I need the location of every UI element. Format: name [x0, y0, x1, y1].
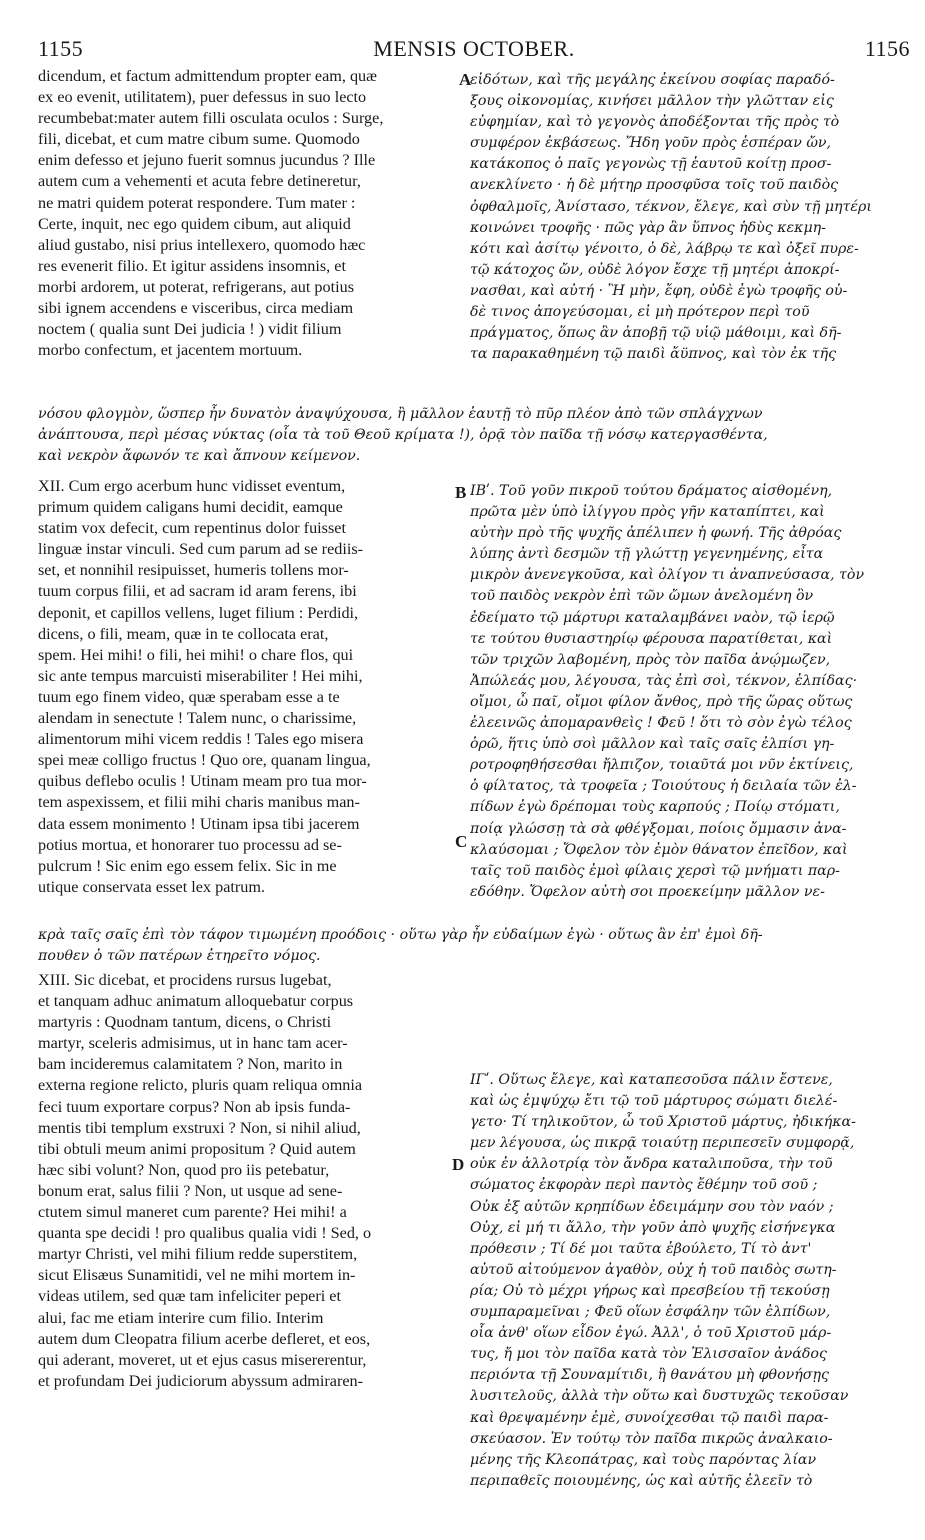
text-line: quibus deflebo oculis ! Utinam meam pro tua mor- [38, 772, 367, 791]
text-line: ποίᾳ γλώσσῃ τὰ σὰ φθέγξομαι, ποίοις ὄμμασιν ἀνα- [470, 820, 847, 837]
text-line: spei meæ colligo fructus ! Quo ore, quanam lingua, [38, 751, 371, 770]
text-line: οἴμοι, ὦ παῖ, οἴμοι φίλον ἄνθος, πρὸ τῆς ὥρας οὕτως [470, 693, 853, 710]
text-line: qui aderant, moveret, ut et ejus casus misererentur, [38, 1350, 367, 1369]
text-line: λύπης ἀντὶ δεσμῶν τῇ γλώττῃ γεγενημένης, εἶτα [470, 546, 824, 563]
text-line: συμφέρον ἐκβάσεως. Ἤδη γοῦν πρὸς ἑσπέραν ὤν, [470, 135, 832, 152]
text-line: statim vox defecit, cum repentinus dolor fuisset [38, 519, 346, 538]
text-line: ctutem simul maneret cum parente? Hei mihi! a [38, 1203, 347, 1222]
text-line: dicendum, et factum admittendum propter eam, quæ [38, 67, 377, 85]
text-line: μικρὸν ἀνενεγκοῦσα, καὶ ὀλίγον τι ἀναπνεύσασα, τὸν [470, 567, 865, 584]
text-line: συμπαραμεῖναι ; Φεῦ οἵων ἐσφάλην τῶν ἐλπίδων, [470, 1304, 831, 1321]
text-line: hæc sibi volunt? Non, quod pro iis petebatur, [38, 1160, 330, 1179]
text-line: περιπαθεῖς ποιουμένης, ὡς καὶ αὐτῆς ἐλεεῖν τὸ [470, 1472, 813, 1489]
latin-column-1 [38, 66, 456, 361]
text-line: fili, dicebat, et cum matre cibum sume. Quomodo [38, 130, 360, 149]
text-line: deponit, et capillos vellens, luget filium : Perdidi, [38, 603, 359, 622]
text-line: ἐδείματο τῷ μάρτυρι καταλαμβάνει ναὸν, τῷ ἱερῷ [470, 609, 835, 626]
text-line: ἐλεεινῶς ἀπομαρανθεὶς ! Φεῦ ! ὅτι τὸ σὸν ἐγὼ τέλος [470, 715, 852, 732]
text-line: alendam in senectute ! Talem nunc, o charissime, [38, 709, 357, 728]
text-line: ex eo evenit, utilitatem), puer defessus in suo lecto [38, 88, 367, 107]
text-line: κατάκοπος ὁ παῖς γεγονὼς τῇ ἑαυτοῦ κοίτῃ προσ- [470, 156, 832, 173]
text-line: καὶ ὡς ἐμψύχῳ ἔτι τῷ τοῦ μάρτυρος σώματι διελέ- [470, 1093, 838, 1110]
latin-column-3 [38, 970, 456, 1392]
text-line: spem. Hei mihi! o fili, hei mihi! o chare flos, qui [38, 645, 354, 664]
text-line: tem aspexissem, et filii mihi charis manibus man- [38, 793, 360, 812]
text-line: noctem ( qualia sunt Dei judicia ! ) vidit filium [38, 320, 342, 339]
text-line: aliud gustabo, nisi prius intellexero, quomodo hæc [38, 235, 366, 254]
text-line: Οὐκ ἐξ αὐτῶν κρηπίδων ἐδειμάμην σου τὸν ναόν ; [470, 1198, 834, 1215]
text-line: XII. Cum ergo acerbum hunc vidisset eventum, [38, 477, 346, 495]
text-line: καὶ νεκρὸν ἄφωνόν τε καὶ ἄπνουν κείμενον. [38, 448, 361, 464]
margin-marker-d: D [452, 1155, 465, 1174]
text-line: σκεύασον. Ἐν τούτῳ τὸν παῖδα πικρῶς ἀναλκαιο- [470, 1430, 833, 1447]
running-title: MENSIS OCTOBER. [373, 36, 575, 61]
text-line: τῶν τριχῶν λαβομένη, πρὸς τὸν παῖδα ἀνῴμωζεν, [470, 651, 831, 668]
text-line: πρόθεσιν ; Τί δέ μοι ταῦτα ἐβούλετο, Τί τὸ ἀντ' [470, 1240, 812, 1257]
text-line: νασθαι, καὶ αὐτή · Ἢ μὴν, ἔφη, οὐδὲ ἐγὼ τροφῆς οὐ- [470, 282, 848, 299]
text-line: ὁ φίλτατος, τὰ τροφεῖα ; Τοιούτους ἡ δειλαία τῶν ἐλ- [470, 778, 857, 795]
text-line: περιόντα τῇ Σουναμίτιδι, ἢ θανάτου μὴ φθονήσῃς [470, 1367, 829, 1384]
text-line: ΙΓʹ. Οὕτως ἔλεγε, καὶ καταπεσοῦσα πάλιν ἔστενε, [470, 1072, 833, 1088]
text-line: κρὰ ταῖς σαῖς ἐπὶ τὸν τάφον τιμωμένη προόδοις · οὕτω γὰρ ἦν εὐδαίμων ἐγὼ · οὕτως ἂν ἐπ' ἐμοὶ δῆ- [38, 927, 763, 943]
greek-column-2 [470, 481, 908, 903]
text-line: κοινώνει τροφῆς · πῶς γὰρ ἂν ὕπνος ἡδὺς κεκμη- [470, 219, 826, 236]
text-line: μένης τῆς Κλεοπάτρας, καὶ τοὺς παρόντας λίαν [470, 1451, 817, 1468]
text-line: πουθεν ὁ τῶν πατέρων ἐτηρεῖτο νόμος. [38, 948, 321, 964]
text-line: μεν λέγουσα, ὡς πικρᾷ τοιαύτῃ περιπεσεῖν συμφορᾷ, [470, 1135, 855, 1152]
text-line: pulcrum ! Sic enim ego essem felix. Sic in me [38, 856, 337, 875]
text-line: autem cum a vehementi et acuta febre detineretur, [38, 172, 361, 191]
text-line: enim defesso et jejuno fuerit somnus jucundus ? Ille [38, 151, 376, 170]
page-header [38, 36, 910, 66]
text-line: et profundam Dei judiciorum abyssum admiraren- [38, 1371, 364, 1390]
text-line: utique conservata esset lex patrum. [38, 877, 265, 896]
text-line: πράγματος, ὅπως ἂν ἀποβῇ τῷ υἱῷ μάθοιμι, καὶ δῆ- [470, 325, 842, 342]
text-line: martyr, sceleris admisimus, ut in hanc tam acer- [38, 1034, 348, 1053]
text-line: res evenerit filio. Et igitur assidens insomnis, et [38, 256, 346, 275]
latin-column-2 [38, 476, 456, 898]
text-line: ἀνάπτουσα, περὶ μέσας νύκτας (οἷα τὰ τοῦ Θεοῦ κρίματα !), ὁρᾷ τὸν παῖδα τῇ νόσῳ κατεργασθέντα, [38, 427, 768, 443]
text-line: ΙΒʹ. Τοῦ γοῦν πικροῦ τούτου δράματος αἰσθομένη, [470, 483, 833, 499]
text-line: τυς, ἤ μοι τὸν παῖδα κατὰ τὸν Ἐλισσαῖον ἀνάδος [470, 1346, 827, 1363]
text-line: primum quidem caligans humi decidit, eamque [38, 498, 343, 517]
text-line: Certe, inquit, nec ego quidem cibum, aut aliquid [38, 214, 351, 233]
text-line: εὐφημίαν, καὶ τὸ γεγονὸς ἀποδέξονται τῆς πρὸς τὸ [470, 114, 840, 131]
text-line: ὁρῶ, ἥτις ὑπὸ σοὶ μᾶλλον καὶ ταῖς σαῖς ἐλπίσι γη- [470, 736, 835, 753]
text-line: κλαύσομαι ; Ὄφελον τὸν ἐμὸν θάνατον ἐπεῖδον, καὶ [470, 841, 848, 858]
text-line: dicens, o fili, meam, quæ in te collocata erat, [38, 624, 329, 643]
text-line: autem dum Cleopatra filium acerbe defleret, et eos, [38, 1329, 371, 1348]
text-line: ξους οἰκονομίας, κινήσει μᾶλλον τὴν γλῶτταν εἰς [470, 93, 834, 110]
greek-column-1 [470, 70, 908, 365]
text-line: πίδων ἐγὼ δρέπομαι τοὺς καρπούς ; Ποίῳ στόματι, [470, 799, 840, 816]
text-line: tuum corpus filii, et ad sacram id aram ferens, ibi [38, 582, 357, 601]
text-line: ανεκλίνετο · ἡ δὲ μήτηρ προσφῦσα τοῖς τοῦ παιδὸς [470, 177, 839, 194]
margin-marker-a: A [459, 70, 472, 89]
text-line: τῷ κάτοχος ὤν, οὐδὲ λόγον ἔσχε τῇ μητέρι ἀποκρί- [470, 261, 840, 278]
text-line: sic ante tempus marcuisti miserabiliter ! Hei mihi, [38, 666, 363, 685]
text-line: νόσου φλογμὸν, ὥσπερ ἦν δυνατὸν ἀναψύχουσα, ἢ μᾶλλον ἑαυτῇ τὸ πῦρ πλέον ἀπὸ τῶν σπλάγχνων [38, 406, 763, 422]
text-line: Οὐχ, εἰ μή τι ἄλλο, τὴν γοῦν ἀπὸ ψυχῆς εἰσήνεγκα [470, 1219, 836, 1236]
page-number-left: 1155 [38, 36, 84, 61]
text-line: feci tuum exportare corpus? Non ab ipsis funda- [38, 1097, 351, 1116]
text-line: data essem monimento ! Utinam ipsa tibi jacerem [38, 814, 360, 833]
text-line: recumbebat:mater autem filli osculata oculos : Surge, [38, 109, 384, 128]
text-line: τα παρακαθημένη τῷ παιδὶ ἄϋπνος, καὶ τὸν ἐκ τῆς [470, 346, 837, 363]
text-line: εἰδότων, καὶ τῆς μεγάλης ἐκείνου σοφίας παραδό- [470, 72, 835, 88]
text-line: κότι καὶ ἀσίτῳ γένοιτο, ὁ δὲ, λάβρῳ τε καὶ ὀξεῖ πυρε- [470, 240, 859, 257]
text-line: alui, fac me etiam interire cum filio. Interim [38, 1308, 324, 1327]
text-line: martyr Christi, vel mihi filium redde superstitem, [38, 1245, 358, 1264]
text-line: αὐτοῦ αἰτούμενον ἀγαθὸν, οὐχ ἡ τοῦ παιδὸς σωτη- [470, 1261, 837, 1278]
text-line: videas utilem, sed quæ tam infeliciter peperi et [38, 1287, 341, 1306]
text-line: morbi ardorem, ut poterat, refrigerans, aut potius [38, 277, 355, 296]
greek-fullwidth-1 [38, 404, 910, 467]
text-line: λυσιτελοῦς, ἀλλὰ τὴν οὕτω καὶ δυστυχῶς τεκοῦσαν [470, 1388, 849, 1405]
greek-fullwidth-2 [38, 925, 910, 967]
text-line: XIII. Sic dicebat, et procidens rursus lugebat, [38, 971, 332, 989]
greek-column-3 [470, 1070, 908, 1492]
text-line: οὐκ ἐν ἀλλοτρίᾳ τὸν ἄνδρα καταλιποῦσα, τὴν τοῦ [470, 1156, 833, 1173]
text-line: τε τούτου θυσιαστηρίῳ φέρουσα παρατίθεται, καὶ [470, 630, 833, 647]
text-line: ne matri quidem poterat respondere. Tum mater : [38, 193, 356, 212]
text-line: tuum ego finem video, quæ sperabam esse a te [38, 687, 340, 706]
text-line: εδόθην. Ὄφελον αὐτὴ σοι προεκείμην μᾶλλον νε- [470, 883, 825, 900]
text-line: γετο· Τί τηλικοῦτον, ὦ τοῦ Χριστοῦ μάρτυς, ἠδικήκα- [470, 1114, 856, 1131]
text-line: καὶ θρεψαμένην ἐμὲ, συνοίχεσθαι τῷ παιδὶ παρα- [470, 1409, 829, 1426]
text-line: et tanquam adhuc animatum alloquebatur corpus [38, 992, 354, 1011]
margin-marker-c: C [455, 832, 468, 851]
text-line: sibi ignem accendens e visceribus, circa mediam [38, 299, 354, 318]
margin-marker-b: B [455, 483, 467, 502]
text-line: ταῖς τοῦ παιδὸς ἐμοὶ φίλαις χερσὶ τῷ μνήματι παρ- [470, 862, 840, 879]
text-line: πρῶτα μὲν ὑπὸ ἰλίγγου πρὸς γῆν καταπίπτει, καὶ [470, 504, 825, 521]
text-line: potius mortua, et honorarer tuo processu ad se- [38, 835, 342, 854]
text-line: Ἀπώλεάς μου, λέγουσα, τὰς ἐπὶ σοὶ, τέκνον, ἐλπίδας· [470, 672, 858, 689]
text-line: martyris : Quodnam tantum, dicens, o Christi [38, 1013, 332, 1032]
text-line: δὲ τινος ἀπογεύσομαι, εἰ μὴ πρότερον περὶ τοῦ [470, 304, 810, 321]
text-line: ὀφθαλμοῖς, Ἀνίστασο, τέκνον, ἔλεγε, καὶ σὺν τῇ μητέρι [470, 198, 872, 215]
text-line: οἷα ἀνθ' οἵων εἶδον ἐγώ. Ἀλλ', ὁ τοῦ Χριστοῦ μάρ- [470, 1325, 832, 1342]
text-line: σώματος ἐκφορὰν περὶ παντὸς ἔθέμην τοῦ σοῦ ; [470, 1177, 818, 1194]
text-line: tibi obtuli meum animi propositum ? Quid autem [38, 1139, 356, 1158]
text-line: morbo confectum, et jacentem mortuum. [38, 341, 303, 360]
text-line: set, et nonnihil resipuisset, humeris tollens mor- [38, 561, 349, 580]
text-line: sicut Elisæus Sunamitidi, vel ne mihi mortem in- [38, 1266, 356, 1285]
page-number-right: 1156 [864, 36, 910, 61]
text-line: ροτροφηθήσεσθαι ἤλπιζον, τοιαῦτά μοι νῦν ἐκτίνεις, [470, 757, 854, 774]
text-line: bonum erat, salus filii ? Non, ut usque ad sene- [38, 1181, 343, 1200]
text-line: alimentorum mihi vicem reddis ! Tales ego misera [38, 730, 364, 749]
text-line: quanta spe decidi ! pro qualibus qualia vidi ! Sed, o [38, 1224, 372, 1243]
text-line: mentis tibi templum exstruxi ? Non, si nihil aliud, [38, 1118, 361, 1137]
text-line: linguæ instar vinculi. Sed cum parum ad se rediis- [38, 540, 364, 559]
text-line: ρία; Οὐ τὸ μέχρι γήρως καὶ πρεσβείου τῇ τεκούσῃ [470, 1282, 830, 1299]
text-line: externa regione relicto, pluris quam reliqua omnia [38, 1076, 363, 1095]
text-line: τοῦ παιδὸς νεκρὸν ἐπὶ τῶν ὤμων ἀνελομένη ὃν [470, 588, 814, 605]
text-line: bam incideremus calamitatem ? Non, marito in [38, 1055, 343, 1074]
text-line: αὐτὴν πρὸ τῆς ψυχῆς ἀπέλιπεν ἡ φωνή. Τῆς ἀθρόας [470, 525, 842, 542]
